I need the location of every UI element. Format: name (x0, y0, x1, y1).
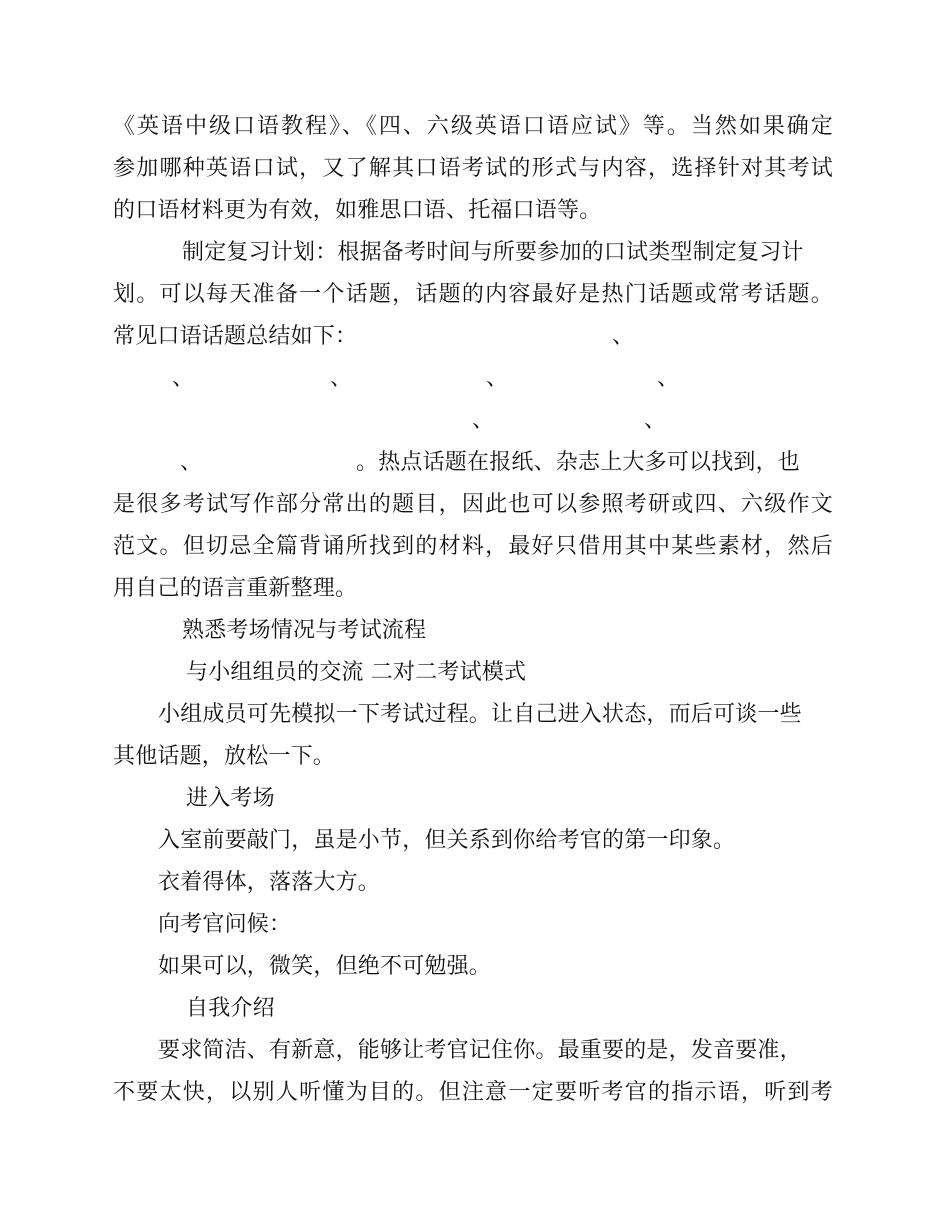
paragraph-line: 其他话题，放松一下。 (113, 744, 336, 769)
paragraph-line: 参加哪种英语口试，又了解其口语考试的形式与内容，选择针对其考试 (113, 156, 833, 181)
paragraph-line: 是很多考试写作部分常出的题目，因此也可以参照考研或四、六级作文 (113, 492, 833, 517)
paragraph-line: 用自己的语言重新整理。 (113, 576, 358, 601)
paragraph-line: 范文。但切忌全篇背诵所找到的材料，最好只借用其中某些素材，然后 (113, 534, 833, 559)
separator-mark: 、 (330, 366, 353, 391)
section-heading: 进入考场 (186, 786, 275, 811)
paragraph-line: 。热点话题在报纸、杂志上大多可以找到，也 (356, 450, 801, 475)
paragraph-line: 向考官问候： (158, 912, 292, 937)
separator-mark: 、 (180, 450, 203, 475)
paragraph-line: 衣着得体，落落大方。 (158, 870, 381, 895)
paragraph-line: 的口语材料更为有效，如雅思口语、托福口语等。 (113, 198, 602, 223)
paragraph-line: 划。可以每天准备一个话题，话题的内容最好是热门话题或常考话题。 (113, 282, 833, 307)
separator-mark: 、 (612, 324, 635, 349)
separator-mark: 、 (486, 366, 509, 391)
separator-mark: 、 (644, 408, 667, 433)
separator-mark: 、 (657, 366, 680, 391)
paragraph-line: 不要太快，以别人听懂为目的。但注意一定要听考官的指示语，听到考 (113, 1080, 833, 1105)
paragraph-line: 如果可以，微笑，但绝不可勉强。 (158, 954, 492, 979)
paragraph-line: 《英语中级口语教程》、《四、六级英语口语应试》等。当然如果确定 (113, 114, 833, 139)
section-heading: 熟悉考场情况与考试流程 (182, 618, 427, 643)
separator-mark: 、 (172, 366, 195, 391)
paragraph-line: 小组成员可先模拟一下考试过程。让自己进入状态，而后可谈一些 (158, 702, 802, 727)
paragraph-line: 制定复习计划：根据备考时间与所要参加的口试类型制定复习计 (182, 240, 804, 265)
paragraph-line: 要求简洁、有新意，能够让考官记住你。最重要的是，发音要准， (158, 1038, 802, 1063)
separator-mark: 、 (472, 408, 495, 433)
section-heading: 与小组组员的交流 二对二考试模式 (186, 660, 527, 685)
section-heading: 自我介绍 (186, 996, 275, 1021)
paragraph-line: 常见口语话题总结如下： (113, 324, 358, 349)
paragraph-line: 入室前要敲门，虽是小节，但关系到你给考官的第一印象。 (158, 828, 736, 853)
